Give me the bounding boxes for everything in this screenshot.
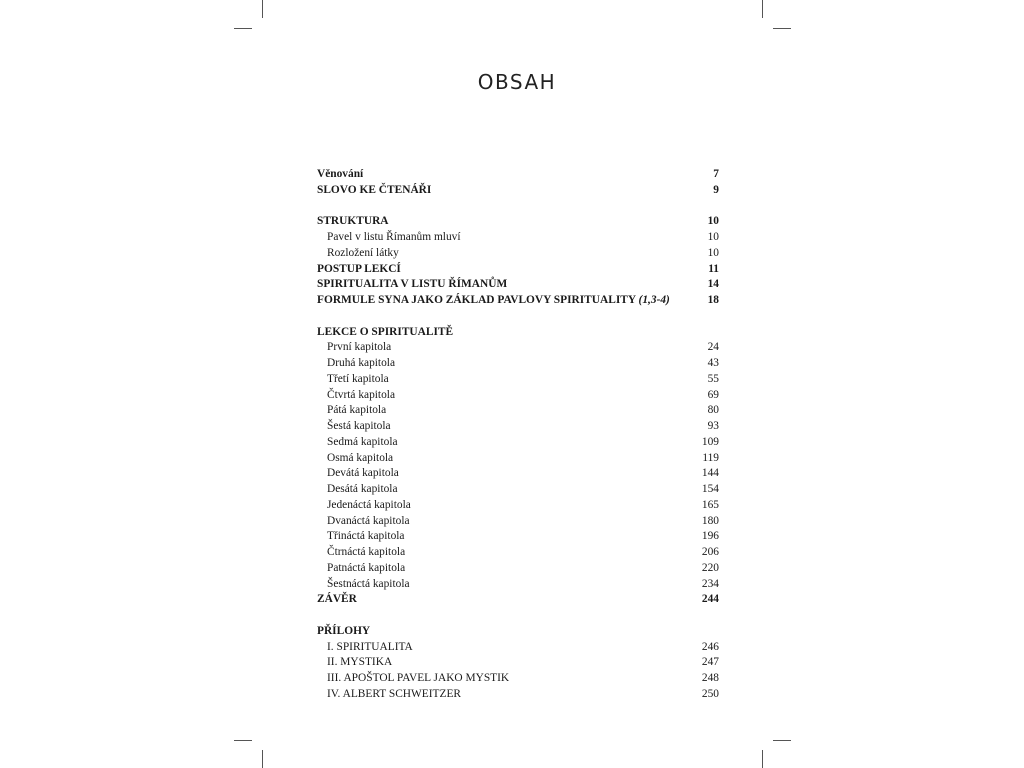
toc-entry-title: Třetí kapitola	[327, 372, 389, 385]
toc-entry-title: Pátá kapitola	[327, 404, 387, 417]
toc-section-entry	[317, 277, 719, 293]
toc-entry-title: STRUKTURA	[317, 215, 389, 228]
toc-subentry	[317, 246, 719, 262]
crop-mark-top-right	[773, 28, 791, 29]
toc-entry-label	[317, 293, 670, 309]
toc-entry-title: PŘÍLOHY	[317, 624, 371, 637]
toc-page-number: 220	[701, 561, 719, 574]
toc-section-entry	[317, 262, 719, 278]
toc-page-number: 234	[701, 577, 719, 590]
toc-entry-title: Čtvrtá kapitola	[327, 388, 396, 401]
toc-entry-label	[317, 388, 395, 404]
toc-entry-label	[317, 451, 393, 467]
toc-entry-label	[317, 277, 507, 293]
toc-entry-label	[317, 214, 389, 230]
toc-subentry	[317, 340, 719, 356]
toc-page-number: 10	[707, 231, 719, 243]
toc-entry-label	[317, 687, 461, 703]
toc-section-entry	[317, 214, 719, 230]
toc-entry-title: Druhá kapitola	[327, 357, 396, 369]
toc-page-number: 247	[701, 656, 719, 669]
toc-page-number: 80	[707, 404, 719, 417]
crop-mark-bottom-left	[234, 740, 252, 741]
toc-entry-label	[317, 498, 411, 514]
toc-section-entry	[317, 167, 719, 183]
toc-entry-label	[317, 372, 389, 388]
toc-entry-label	[317, 671, 509, 687]
toc-entry-title: První kapitola	[327, 341, 392, 354]
toc-page-number: 250	[701, 687, 719, 700]
toc-page-number: 69	[707, 388, 719, 401]
toc-entry-title: Patnáctá kapitola	[327, 561, 406, 574]
toc-entry-title: Věnování	[317, 168, 364, 180]
crop-mark-top-right	[762, 0, 763, 18]
toc-subentry	[317, 451, 719, 467]
toc-subentry	[317, 498, 719, 514]
toc-entry-label	[317, 561, 405, 577]
toc-page-number: 244	[701, 593, 719, 606]
toc-entry-title: Šestnáctá kapitola	[327, 577, 410, 590]
toc-entry-title: SPIRITUALITA V LISTU ŘÍMANŮM	[317, 278, 508, 291]
toc-entry-title: Dvanáctá kapitola	[327, 514, 410, 527]
toc-entry-title: Rozložení látky	[327, 246, 399, 259]
toc-entry-label	[317, 466, 399, 482]
toc-subentry	[317, 687, 719, 703]
toc-page-number: 206	[701, 546, 719, 558]
toc-section-entry	[317, 624, 719, 640]
toc-entry-title: Šestá kapitola	[327, 420, 391, 432]
toc-subentry	[317, 655, 719, 671]
toc-entry-label	[317, 640, 413, 656]
toc-entry-label	[317, 624, 370, 640]
toc-entry-label	[317, 435, 398, 451]
toc-entry-label	[317, 340, 391, 356]
toc-page-number: 154	[701, 483, 719, 495]
crop-mark-top-left	[234, 28, 252, 29]
toc-entry-title: Desátá kapitola	[327, 483, 398, 495]
toc-entry-title: Osmá kapitola	[327, 451, 394, 464]
toc-entry-title: III. APOŠTOL PAVEL JAKO MYSTIK	[327, 672, 510, 684]
toc-page-number: 196	[701, 530, 719, 543]
toc-subentry	[317, 230, 719, 246]
toc-entry-label	[317, 262, 401, 278]
toc-page-number: 11	[708, 262, 719, 275]
toc-entry-title: ZÁVĚR	[317, 593, 357, 606]
toc-page-number: 14	[707, 278, 719, 291]
toc-subentry	[317, 529, 719, 545]
toc-entry-label	[317, 356, 395, 372]
toc-subentry	[317, 640, 719, 656]
toc-subentry	[317, 561, 719, 577]
toc-entry-note: (1,3-4)	[638, 294, 670, 306]
toc-entry-title: FORMULE SYNA JAKO ZÁKLAD PAVLOVY SPIRITUALITY	[317, 294, 636, 306]
toc-subentry	[317, 482, 719, 498]
table-of-contents	[317, 167, 719, 703]
toc-subentry	[317, 356, 719, 372]
toc-page-number: 7	[713, 168, 719, 180]
toc-entry-label	[317, 167, 363, 183]
toc-subentry	[317, 671, 719, 687]
toc-entry-label	[317, 325, 453, 341]
toc-entry-label	[317, 514, 410, 530]
toc-subentry	[317, 388, 719, 404]
toc-entry-title: POSTUP LEKCÍ	[317, 262, 401, 275]
toc-page-number: 93	[707, 420, 719, 432]
toc-entry-title: Sedmá kapitola	[327, 435, 398, 448]
toc-entry-title: Čtrnáctá kapitola	[327, 546, 406, 558]
toc-subentry	[317, 514, 719, 530]
toc-entry-title: Třináctá kapitola	[327, 530, 405, 543]
toc-subentry	[317, 545, 719, 561]
toc-page-number: 55	[707, 372, 719, 385]
toc-section-entry	[317, 293, 719, 309]
toc-section-entry	[317, 183, 719, 199]
toc-entry-label	[317, 577, 410, 593]
toc-subentry	[317, 419, 719, 435]
toc-entry-label	[317, 482, 398, 498]
toc-entry-title: I. SPIRITUALITA	[327, 640, 413, 653]
crop-mark-top-left	[262, 0, 263, 18]
toc-entry-label	[317, 246, 399, 262]
toc-entry-label	[317, 529, 404, 545]
toc-entry-title: LEKCE O SPIRITUALITĚ	[317, 325, 454, 338]
toc-page-number: 119	[702, 451, 719, 464]
toc-page-number: 165	[701, 498, 719, 511]
crop-mark-bottom-right	[773, 740, 791, 741]
toc-entry-label	[317, 419, 391, 435]
toc-entry-title: Devátá kapitola	[327, 467, 399, 480]
toc-page-number: 43	[707, 357, 719, 369]
toc-entry-label	[317, 230, 461, 246]
toc-page-number: 246	[701, 640, 719, 653]
toc-entry-label	[317, 403, 386, 419]
toc-entry-title: SLOVO KE ČTENÁŘI	[317, 183, 432, 196]
toc-page-number: 109	[701, 435, 719, 448]
toc-section-entry	[317, 592, 719, 608]
toc-page-number: 10	[707, 215, 719, 228]
toc-entry-title: II. MYSTIKA	[327, 656, 393, 669]
toc-section-entry	[317, 325, 719, 341]
toc-subentry	[317, 577, 719, 593]
toc-entry-title: Jedenáctá kapitola	[327, 498, 411, 511]
toc-subentry	[317, 435, 719, 451]
page-title: OBSAH	[477, 70, 557, 94]
toc-entry-label	[317, 545, 405, 561]
toc-entry-label	[317, 655, 392, 671]
toc-page-number: 144	[701, 467, 719, 480]
toc-entry-title: Pavel v listu Římanům mluví	[327, 231, 461, 243]
toc-page-number: 248	[701, 672, 719, 684]
toc-page-number: 180	[701, 514, 719, 527]
toc-page-number: 10	[707, 246, 719, 259]
toc-subentry	[317, 403, 719, 419]
toc-entry-title: IV. ALBERT SCHWEITZER	[327, 687, 461, 700]
toc-page-number: 18	[707, 294, 719, 306]
toc-subentry	[317, 466, 719, 482]
toc-page-number: 9	[713, 183, 719, 196]
toc-subentry	[317, 372, 719, 388]
crop-mark-bottom-right	[762, 750, 763, 768]
toc-entry-label	[317, 183, 431, 199]
toc-page-number: 24	[707, 341, 719, 354]
crop-mark-bottom-left	[262, 750, 263, 768]
toc-entry-label	[317, 592, 357, 608]
